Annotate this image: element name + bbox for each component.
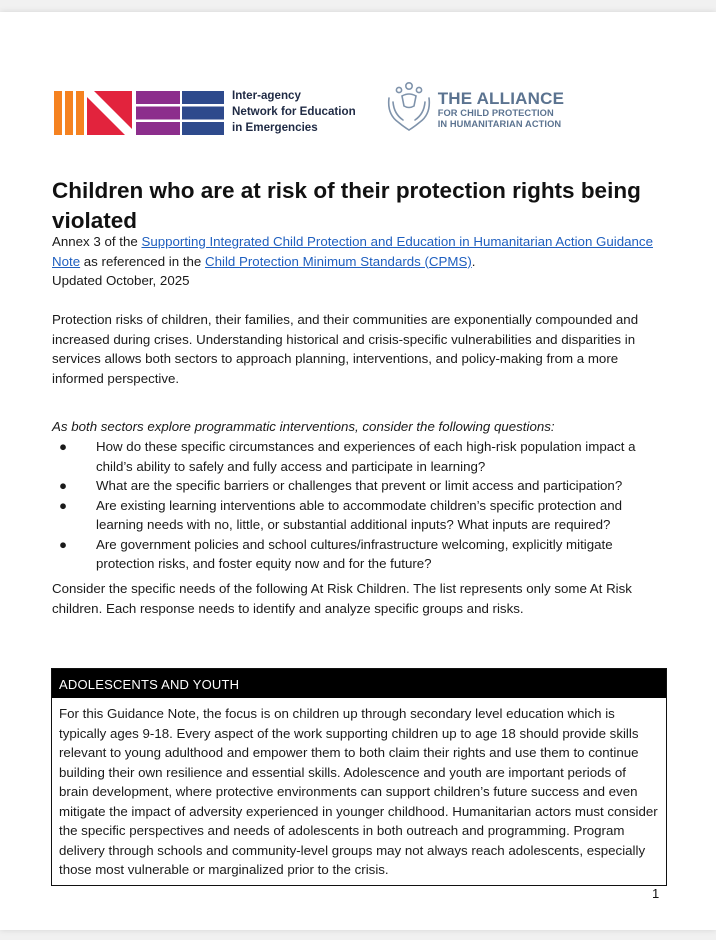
list-item: [52, 437, 668, 476]
list-item: [52, 535, 668, 574]
intro-paragraph: Protection risks of children, their families, and their communities are exponentially compounded and increased during crises. Understanding historical and crisis-specific vulnerabilities and disparities in services allows both sectors to approach planning, interventions, and policy-making from a more informed perspective.: [52, 312, 639, 386]
list-item-text: Are existing learning interventions able to accommodate children’s specific protection and learning needs with no, little, or substantial additional inputs? What inputs are required?: [96, 497, 623, 532]
page-title: Children who are at risk of their protection rights being violated: [52, 178, 641, 233]
annex-reference: [52, 232, 668, 271]
bullet-icon: ●: [59, 536, 68, 552]
alliance-logo[interactable]: [386, 80, 564, 134]
bullet-icon: ●: [59, 439, 68, 454]
inee-logo-mark: [54, 91, 224, 135]
at-risk-paragraph: Consider the specific needs of the following At Risk Children. The list represents only some At Risk children. Each response needs to identify and analyze specific groups and risks.: [52, 581, 632, 616]
cpms-link[interactable]: Child Protection Minimum Standards (CPMS): [205, 253, 472, 269]
header-logos: [54, 80, 564, 140]
alliance-sub-2: IN HUMANITARIAN ACTION: [437, 118, 562, 129]
guidance-note-link[interactable]: Supporting Integrated Child Protection and Education in Humanitarian Action Guidance Note: [52, 234, 653, 269]
section-body: For this Guidance Note, the focus is on children up through secondary level education which is typically ages 9-18. Every aspect of the work supporting children up to age 18 should provide skills relevant to young adulthood and empower them to both claim their rights and use them to continue building their own resilience and essential skills. Adolescence and youth are important periods of brain development, where protective environments can support children’s future success and even mitigate the impact of adversity experienced in younger childhood. Humanitarian actors must consider the specific perspectives and needs of adolescents in both outreach and programming. Program delivery through schools and community-level groups may not always reach adolescents, especially those most vulnerable or marginalized prior to the crisis.: [59, 706, 658, 877]
list-item-text: Are government policies and school cultures/infrastructure welcoming, explicitly mitigate protection risks, and foster equity now and for the future?: [96, 536, 613, 571]
alliance-logo-text: [438, 89, 564, 130]
updated-date: Updated October, 2025: [52, 273, 190, 288]
page-number: 1: [652, 886, 660, 901]
inee-line-2: Network for Education: [232, 105, 356, 118]
annex-middle: as referenced in the: [80, 253, 206, 269]
inee-logo[interactable]: [54, 80, 356, 136]
bullet-icon: ●: [59, 497, 68, 513]
inee-logo-text: [232, 88, 356, 136]
list-item: [52, 496, 668, 535]
alliance-sub-1: FOR CHILD PROTECTION: [437, 107, 554, 118]
alliance-title: THE ALLIANCE: [437, 88, 565, 108]
annex-prefix: Annex 3 of the: [52, 234, 142, 249]
alliance-hands-icon: [386, 80, 432, 134]
bullet-icon: ●: [59, 478, 68, 493]
inee-line-1: Inter-agency: [232, 89, 301, 102]
annex-suffix: .: [471, 253, 476, 269]
document-page: [0, 12, 716, 930]
list-item-text: How do these specific circumstances and experiences of each high-risk population impact a child’s ability to safely and fully access and participate in learning?: [96, 439, 636, 474]
questions-list: [52, 437, 668, 574]
list-item-text: What are the specific barriers or challenges that prevent or limit access and participation?: [96, 478, 623, 493]
section-heading: ADOLESCENTS AND YOUTH: [52, 669, 666, 698]
inee-line-3: in Emergencies: [232, 121, 318, 134]
questions-intro: As both sectors explore programmatic interventions, consider the following questions:: [52, 419, 555, 434]
list-item: [52, 476, 668, 496]
adolescents-section: [51, 668, 667, 886]
